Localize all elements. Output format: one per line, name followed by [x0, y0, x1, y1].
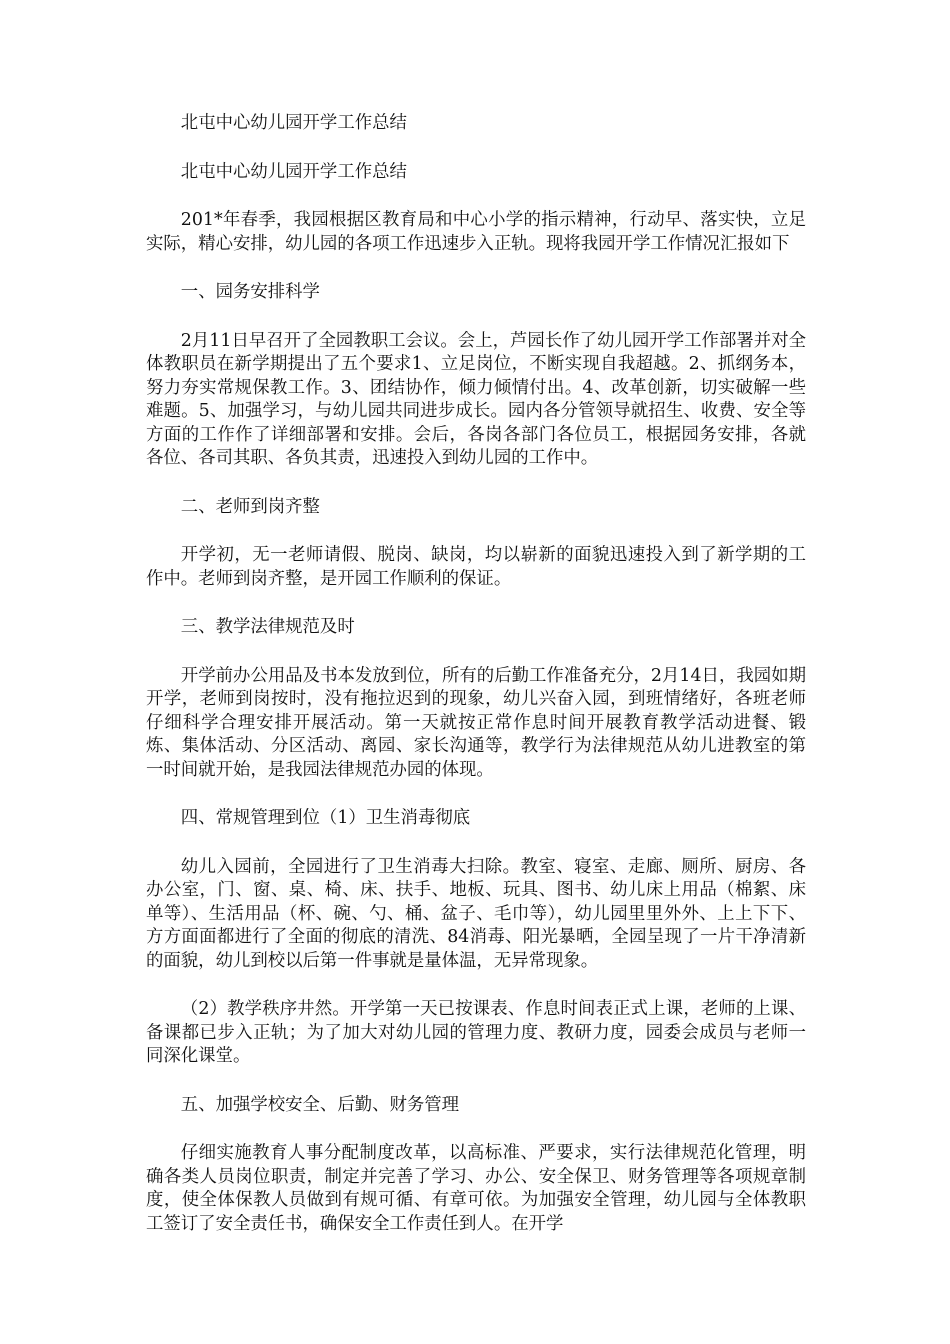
- section-heading-1: 一、园务安排科学: [180, 282, 320, 302]
- section-1-paragraph: 2月11日早召开了全园教职工会议。会上，芦园长作了幼儿园开学工作部署并对全体教职员在新学期提出了五个要求1、立足岗位，不断实现自我超越。2、抓纲务本，努力夯实常规保教工作。3、团结协作，倾力倾情付出。4、改革创新，切实破解一些难题。5、加强学习，与幼儿园共同进步成长。园内各分管领导就招生、收费、安全等方面的工作作了详细部署和安排。会后，各岗各部门各位员工，根据园务安排，各就各位、各司其职、各负其责，迅速投入到幼儿园的工作中。: [146, 330, 806, 468]
- document-subtitle: 北屯中心幼儿园开学工作总结: [180, 161, 407, 182]
- section-heading-2: 二、老师到岗齐整: [180, 496, 320, 517]
- section-heading-3: 三、教学法律规范及时: [180, 617, 355, 637]
- section-heading-5: 五、加强学校安全、后勤、财务管理: [180, 1094, 460, 1115]
- intro-paragraph: 201*年春季，我园根据区教育局和中心小学的指示精神，行动早、落实快，立足实际，精心安排，幼儿园的各项工作迅速步入正轨。现将我园开学工作情况汇报如下: [146, 210, 806, 254]
- document-title: 北屯中心幼儿园开学工作总结: [180, 113, 407, 133]
- section-2-paragraph: 开学初，无一老师请假、脱岗、缺岗，均以崭新的面貌迅速投入到了新学期的工作中。老师到岗齐整，是开园工作顺利的保证。: [146, 545, 806, 589]
- section-5-paragraph: 仔细实施教育人事分配制度改革，以高标准、严要求，实行法律规范化管理，明确各类人员岗位职责，制定并完善了学习、办公、安全保卫、财务管理等各项规章制度，使全体保教人员做到有规可循、有章可依。为加强安全管理，幼儿园与全体教职工签订了安全责任书，确保安全工作责任到人。在开学: [146, 1143, 806, 1234]
- section-heading-4: 四、常规管理到位（1）卫生消毒彻底: [180, 808, 471, 828]
- section-4-paragraph-2: （2）教学秩序井然。开学第一天已按课表、作息时间表正式上课，老师的上课、备课都已步入正轨；为了加大对幼儿园的管理力度、教研力度，园委会成员与老师一同深化课堂。: [146, 999, 806, 1066]
- section-4-paragraph-1: 幼儿入园前，全园进行了卫生消毒大扫除。教室、寝室、走廊、厕所、厨房、各办公室，门、窗、桌、椅、床、扶手、地板、玩具、图书、幼儿床上用品（棉絮、床单等）、生活用品（杯、碗、勺、桶、盆子、毛巾等），幼儿园里里外外、上上下下、方方面面都进行了全面的彻底的清洗、84消毒、阳光暴晒，全园呈现了一片干净清新的面貌，幼儿到校以后第一件事就是量体温，无异常现象。: [146, 856, 806, 971]
- section-3-paragraph: 开学前办公用品及书本发放到位，所有的后勤工作准备充分，2月14日，我园如期开学，老师到岗按时，没有拖拉迟到的现象，幼儿兴奋入园，到班情绪好，各班老师仔细科学合理安排开展活动。第一天就按正常作息时间开展教育教学活动进餐、锻炼、集体活动、分区活动、离园、家长沟通等，教学行为法律规范从幼儿进教室的第一时间就开始，是我园法律规范办园的体现。: [146, 665, 806, 780]
- document-page: [146, 112, 806, 1261]
